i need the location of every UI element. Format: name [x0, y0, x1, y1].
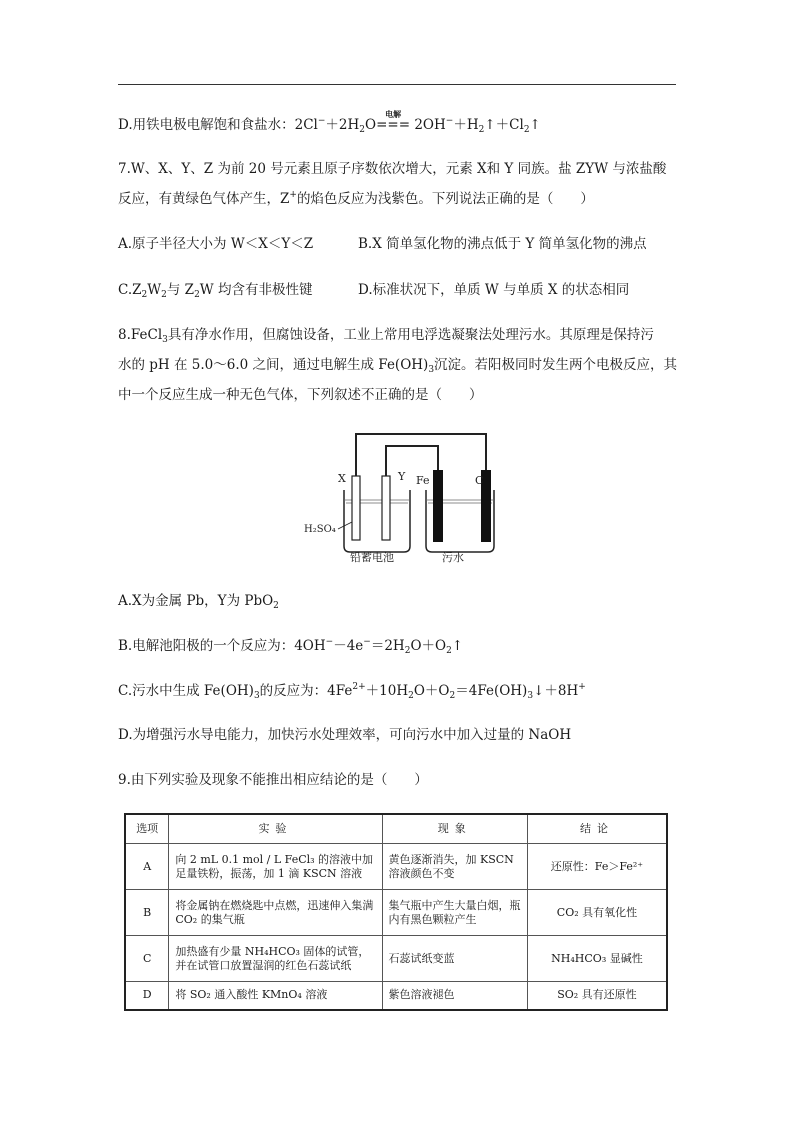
- label-x: X: [338, 472, 346, 485]
- row-option: C: [125, 936, 169, 982]
- row-option: A: [125, 844, 169, 890]
- row-option: B: [125, 890, 169, 936]
- q6-option-d: D.用铁电极电解饱和食盐水：$2Cl^-+2H_2O$ 电解 === $2OH^-+H_2↑+Cl_2↑$: [118, 109, 541, 135]
- y-electrode: [382, 476, 390, 540]
- wire-x-c: [356, 434, 486, 476]
- row-experiment: 向 2 mL 0.1 mol / L FeCl₃ 的溶液中加足量铁粉，振荡，加 1 滴 KSCN 溶液: [169, 844, 382, 890]
- q8-option-c: C.污水中生成 $Fe(OH)_3$的反应为：$4Fe^{2+}+10H_2O+O_2=4Fe(OH)_3↓+8H^+$: [118, 682, 586, 701]
- row-experiment: 加热盛有少量 NH₄HCO₃ 固体的试管，并在试管口放置湿润的红色石蕊试纸: [169, 936, 382, 982]
- row-option: D: [125, 982, 169, 1010]
- row-conclusion: CO₂ 具有氧化性: [527, 890, 667, 936]
- header-phenomenon: 现象: [382, 814, 527, 844]
- wire-y-fe: [386, 446, 438, 476]
- electrolysis-arrow: 电解 ===: [376, 109, 411, 133]
- q7-option-a: A.原子半径大小为 W＜X＜Y＜Z: [118, 236, 314, 252]
- q8-option-b: B.电解池阳极的一个反应为：$4OH^--4e^-=2H_2O+O_2↑$: [118, 637, 464, 656]
- header-option: 选项: [125, 814, 169, 844]
- q9-stem: 9.由下列实验及现象不能推出相应结论的是（ ）: [118, 772, 428, 788]
- table-header-row: [125, 814, 667, 844]
- q8-stem-line3: 中一个反应生成一种无色气体，下列叙述不正确的是（ ）: [118, 387, 483, 403]
- q7-option-d: D.标准状况下，单质 W 与单质 X 的状态相同: [358, 282, 630, 298]
- electrolysis-diagram: [300, 428, 500, 568]
- row-experiment: 将金属钠在燃烧匙中点燃，迅速伸入集满 CO₂ 的集气瓶: [169, 890, 382, 936]
- row-phenomenon: 石蕊试纸变蓝: [382, 936, 527, 982]
- label-sewage: 污水: [442, 551, 464, 564]
- q7-option-c: $C.Z_2W_2$与 $Z_2W$ 均含有非极性键: [118, 282, 313, 300]
- label-battery: 铅蓄电池: [350, 551, 394, 564]
- header-experiment: 实验: [169, 814, 382, 844]
- x-electrode: [352, 476, 360, 540]
- table-row: [125, 890, 667, 936]
- header-rule: [118, 84, 676, 85]
- row-conclusion: SO₂ 具有还原性: [527, 982, 667, 1010]
- q7-stem-line2: 反应，有黄绿色气体产生，Z+的焰色反应为浅紫色。下列说法正确的是（ ）: [118, 190, 594, 207]
- fe-electrode: [433, 470, 443, 542]
- row-phenomenon: 集气瓶中产生大量白烟，瓶内有黑色颗粒产生: [382, 890, 527, 936]
- table-row: [125, 982, 667, 1010]
- row-experiment: 将 SO₂ 通入酸性 KMnO₄ 溶液: [169, 982, 382, 1010]
- q8-option-d: D.为增强污水导电能力，加快污水处理效率，可向污水中加入过量的 NaOH: [118, 727, 572, 743]
- label-h2so4: H₂SO₄: [304, 524, 336, 535]
- table-row: [125, 936, 667, 982]
- row-phenomenon: 黄色逐渐消失，加 KSCN 溶液颜色不变: [382, 844, 527, 890]
- q8-option-a: A.X为金属 Pb，Y为 PbO$_2$: [118, 593, 279, 611]
- row-phenomenon: 紫色溶液褪色: [382, 982, 527, 1010]
- label-c: C: [475, 474, 484, 487]
- table-row: [125, 844, 667, 890]
- q8-stem-line2: 水的 pH 在 5.0～6.0 之间，通过电解生成 $Fe(OH)_3$沉淀。若阳极同时发生两个电极反应，其: [118, 357, 678, 375]
- q7-stem-line1: 7.W、X、Y、Z 为前 20 号元素且原子序数依次增大，元素 X和 Y 同族。盐 ZYW 与浓盐酸: [118, 161, 667, 177]
- label-fe: Fe: [416, 474, 430, 487]
- header-conclusion: 结论: [527, 814, 667, 844]
- experiment-table: [124, 813, 668, 1011]
- q7-option-b: B.X 简单氢化物的沸点低于 Y 简单氢化物的沸点: [358, 236, 647, 252]
- label-y: Y: [398, 470, 406, 483]
- q8-stem-line1: 8.FeCl$_3$具有净水作用，但腐蚀设备，工业上常用电浮选凝聚法处理污水。其原理是保持污: [118, 327, 654, 345]
- row-conclusion: NH₄HCO₃ 显碱性: [527, 936, 667, 982]
- row-conclusion: 还原性：Fe＞Fe²⁺: [527, 844, 667, 890]
